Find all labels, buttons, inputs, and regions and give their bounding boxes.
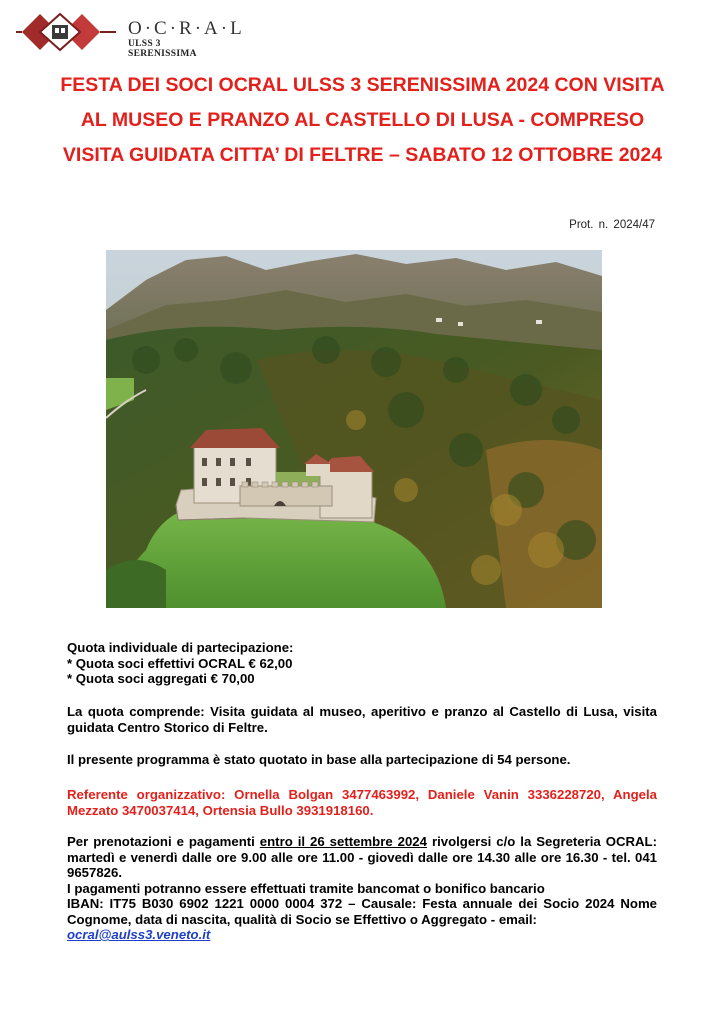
ocral-logo <box>16 8 245 59</box>
event-title: FESTA DEI SOCI OCRAL ULSS 3 SERENISSIMA 2024 CON VISITA AL MUSEO E PRANZO AL CASTELLO DI LUSA - COMPRESO VISITA GUIDATA CITTA’ DI FELTRE – SABATO 12 OTTOBRE 2024 <box>60 74 665 166</box>
quota-effettivi: * Quota soci effettivi OCRAL € 62,00 <box>67 655 293 671</box>
quota-heading: Quota individuale di partecipazione: <box>67 640 294 655</box>
logo-name: O·C·R·A·L <box>128 18 245 39</box>
castle-photo <box>106 250 602 608</box>
prenotazioni-deadline: entro il 26 settembre 2024 <box>259 834 427 849</box>
quota-section <box>67 640 657 687</box>
prenotazioni-rest: rivolgersi c/o la Segreteria OCRAL: martedì e venerdì dalle ore 9.00 alle ore 11.00 - giovedì dalle ore 14.30 alle ore 16.30 - tel. 041 9657826. <box>67 834 657 880</box>
email-link[interactable]: ocral@aulss3.veneto.it <box>67 927 211 942</box>
prenotazioni-section <box>67 834 657 943</box>
prenotazioni-intro: Per prenotazioni e pagamenti <box>67 834 260 849</box>
programma-note: Il presente programma è stato quotato in base alla partecipazione di 54 persone. <box>67 752 571 767</box>
protocol-number: Prot. n. 2024/47 <box>569 219 655 231</box>
quota-aggregati: * Quota soci aggregati € 70,00 <box>67 671 255 686</box>
referente-organizzativo: Referente organizzativo: Ornella Bolgan 3477463992, Daniele Vanin 3336228720, Angela Mezzato 3470037414, Ortensia Bullo 3931918160. <box>67 787 657 818</box>
pagamenti-note: I pagamenti potranno essere effettuati tramite bancomat o bonifico bancario <box>67 880 545 896</box>
prenotazioni-paragraph <box>67 834 657 881</box>
logo-subtitle: ULSS 3 SERENISSIMA <box>128 39 197 59</box>
ocral-logo-emblem <box>16 8 116 56</box>
quota-comprende: La quota comprende: Visita guidata al museo, aperitivo e pranzo al Castello di Lusa, visita guidata Centro Storico di Feltre. <box>67 704 657 735</box>
iban-info: IBAN: IT75 B030 6902 1221 0000 0004 372 – Causale: Festa annuale dei Socio 2024 Nome Cognome, data di nascita, qualità di Socio se Effettivo o Aggregato - email: <box>67 896 657 927</box>
